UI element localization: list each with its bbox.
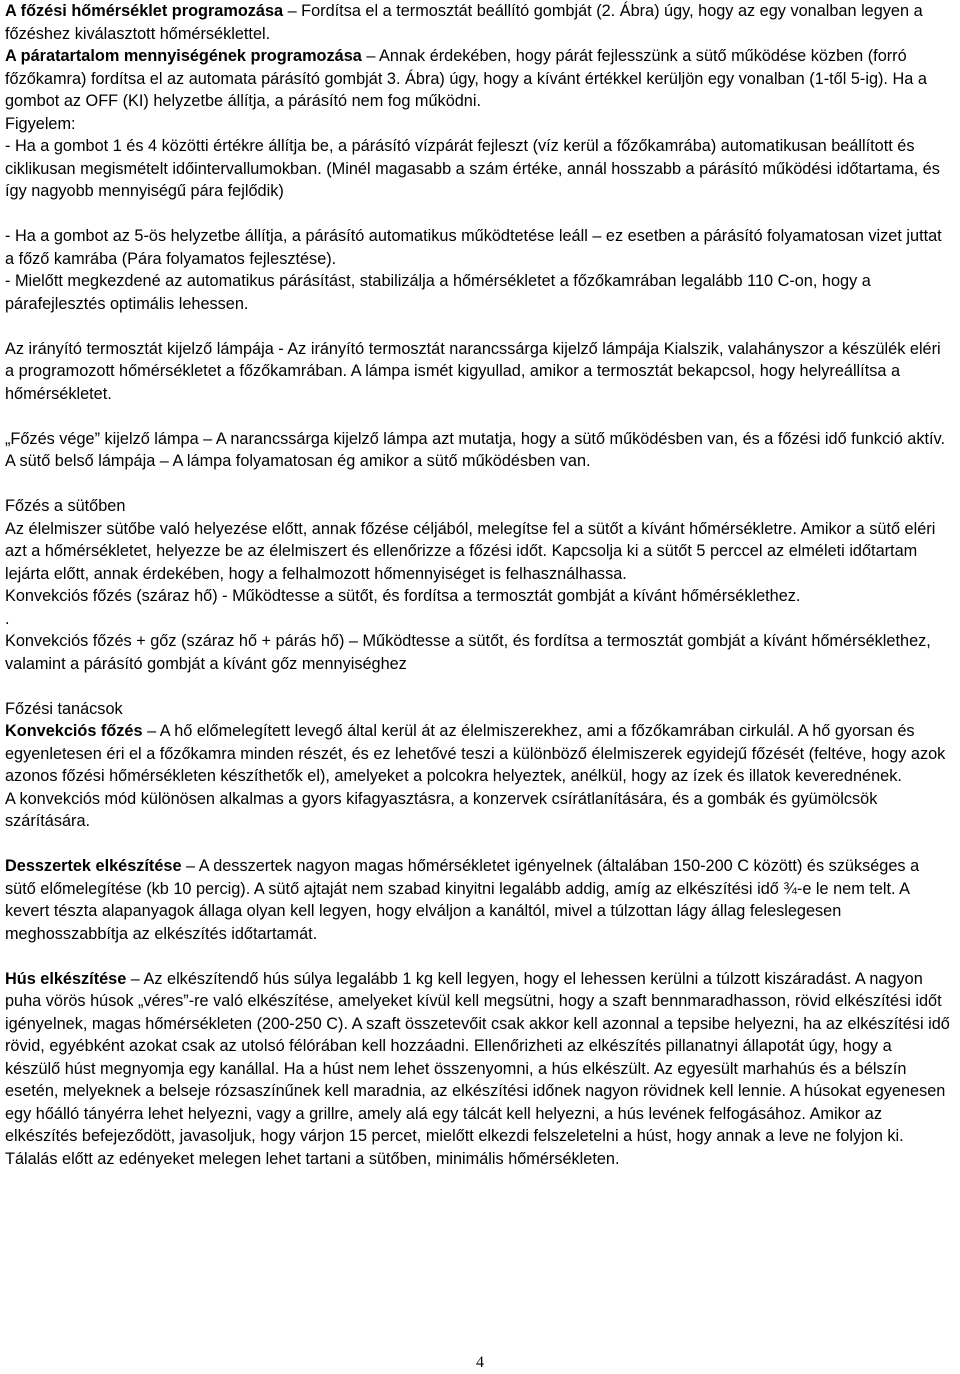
paragraph-text: Tálalás előtt az edényeket melegen lehet tartani a sütőben, minimális hőmérsékleten.	[5, 1149, 620, 1168]
paragraph-text: Konvekciós főzés + gőz (száraz hő + párás hő) – Működtesse a sütőt, és fordítsa a termosztát gombját a kívánt hőmérséklethez, valamint a párásító gombját a kívánt gőz mennyiséghez	[5, 632, 931, 673]
paragraph	[5, 788, 950, 833]
paragraph-text: - Mielőtt megkezdené az automatikus párásítást, stabilizálja a hőmérsékletet a főzőkamrában legalább 110 C-on, hogy a párafejlesztés optimális lehessen.	[5, 272, 871, 313]
paragraph	[5, 855, 950, 945]
paragraph-text: Az irányító termosztát kijelző lámpája - Az irányító termosztát narancssárga kijelző lámpája Kialszik, valahányszor a készülék eléri a programozott hőmérsékletet a főzőkamrában. A lámpa ismét kigyullad, amikor a termosztát bekapcsol, hogy helyreállítsa a hőmérsékletet.	[5, 339, 941, 403]
paragraph-gap	[5, 945, 950, 968]
paragraph-text: A sütő belső lámpája – A lámpa folyamatosan ég amikor a sütő működésben van.	[5, 452, 591, 470]
paragraph-gap	[5, 203, 950, 226]
paragraph-text: – Az elkészítendő hús súlya legalább 1 kg kell legyen, hogy el lehessen kerülni a túlzott kiszáradást. A nagyon puha vörös húsok „véres”-re való elkészítése, amelyeket kívül kell megsütni, hogy a szaft bennmaradhasson, rövid elkészítési időt igényelnek, magas hőmérsékleten (200-250 C). A szaft összetevőit csak akkor kell azonnal a tepsibe helyezni, ha az elkészítési idő rövid, egyébként azokat csak az utolsó félórában kell hozzáadni. Ellenőrizheti az elkészítés pillanatnyi állapotát úgy, hogy a készülő húst megnyomja egy kanállal. Ha a húst nem lehet összenyomni, a hús elkészült. Az egyesült marhahús és a bélszín esetén, melyeknek a belseje rózsaszínűnek kell maradnia, az elkészítési időnek nagyon rövidnek kell lennie. A húsokat egyenesen egy hőálló tányérra lehet helyezni, vagy a grillre, amely alá egy tálcát kell helyezni, a hús levének felfogásához. Amikor az elkészítés befejeződött, javasoljuk, hogy várjon 15 percet, mielőtt elkezdi felszeletelni a húst, hogy annak a leve ne folyjon ki.	[5, 969, 950, 1145]
paragraph	[5, 720, 950, 788]
paragraph-text: A konvekciós mód különösen alkalmas a gyors kifagyasztásra, a konzervek csírátlanítására, és a gombák és gyümölcsök szárítására.	[5, 789, 878, 830]
paragraph-heading: Desszertek elkészítése	[5, 857, 182, 875]
paragraph	[5, 270, 950, 315]
paragraph-text: – Fordítsa el a termosztát beállító gombját (2. Ábra) úgy, hogy az egy vonalban legyen a főzéshez kiválasztott hőmérséklettel.	[5, 2, 923, 43]
paragraph-text: „Főzés vége” kijelző lámpa – A narancssárga kijelző lámpa azt mutatja, hogy a sütő működésben van, és a főzési idő funkció aktív.	[5, 429, 945, 448]
paragraph-text: Figyelem:	[5, 114, 76, 133]
paragraph	[5, 968, 950, 1148]
paragraph	[5, 630, 950, 675]
paragraph-text: – A desszertek nagyon magas hőmérsékletet igényelnek (általában 150-200 C között) és szükséges a sütő előmelegítése (kb 10 percig). A sütő ajtaját nem szabad kinyitni legalább addig, amíg az elkészítési idő ¾-e le nem telt. A kevert tészta alapanyagok állaga olyan kell legyen, hogy elváljon a kanáltól, mivel a túlzottan lágy állag feleslegesen meghosszabbítja az elkészítés időtartamát.	[5, 857, 920, 943]
paragraph	[5, 450, 950, 473]
paragraph	[5, 428, 950, 451]
paragraph	[5, 113, 950, 136]
paragraph-text: Főzés a sütőben	[5, 497, 126, 515]
paragraph	[5, 608, 950, 631]
paragraph-heading: A főzési hőmérséklet programozása	[5, 2, 284, 20]
paragraph-gap	[5, 315, 950, 338]
paragraph-gap	[5, 473, 950, 496]
paragraph	[5, 45, 950, 113]
paragraph	[5, 0, 950, 45]
paragraph	[5, 495, 950, 518]
paragraph-gap	[5, 405, 950, 428]
paragraph	[5, 698, 950, 721]
paragraph-text: Konvekciós főzés (száraz hő) - Működtesse a sütőt, és fordítsa a termosztát gombját a kívánt hőmérséklethez.	[5, 587, 801, 605]
paragraph-gap	[5, 833, 950, 856]
paragraph-text: Főzési tanácsok	[5, 699, 123, 718]
paragraph	[5, 585, 950, 608]
paragraph-text: – Annak érdekében, hogy párát fejlesszünk a sütő működése közben (forró főzőkamra) fordítsa el az automata párásító gombját 3. Ábra) úgy, hogy a kívánt értékkel kerüljön egy vonalban (1-től 5-ig). Ha a gombot az OFF (KI) helyzetbe állítja, a párásító nem fog működni.	[5, 47, 927, 110]
paragraph	[5, 135, 950, 203]
paragraph-heading: Hús elkészítése	[5, 969, 127, 988]
paragraph	[5, 1148, 950, 1171]
paragraph-text: - Ha a gombot az 5-ös helyzetbe állítja, a párásító automatikus működtetése leáll – ez esetben a párásító folyamatosan vizet juttat a főző kamrába (Pára folyamatos fejlesztése).	[5, 227, 942, 268]
paragraph-gap	[5, 675, 950, 698]
paragraph	[5, 518, 950, 586]
paragraph	[5, 338, 950, 406]
paragraph-text: Az élelmiszer sütőbe való helyezése előtt, annak főzése céljából, melegítse fel a sütőt a kívánt hőmérsékletre. Amikor a sütő eléri azt a hőmérsékletet, helyezze be az élelmiszert és ellenőrizze a főzési időt. Kapcsolja ki a sütőt 5 perccel az elméleti időtartam lejárta előtt, annak érdekében, hogy a felhalmozott hőmennyiséget is felhasználhassa.	[5, 519, 936, 583]
paragraph-text: .	[5, 609, 10, 628]
paragraph-heading: A páratartalom mennyiségének programozása	[5, 47, 362, 65]
document-body	[5, 0, 950, 1170]
paragraph-text: – A hő előmelegített levegő által kerül át az élelmiszerekhez, ami a főzőkamrában cirkulál. A hő gyorsan és egyenletesen éri el a főzőkamra minden részét, és ez lehetővé teszi a különböző élelmiszerek egyidejű főzését (feltéve, hogy azok azonos főzési hőmérsékleten készíthetők el), amelyeket a polcokra helyeztek, anélkül, hogy az ízek és illatok keverednének.	[5, 722, 946, 785]
paragraph-heading: Konvekciós főzés	[5, 722, 143, 740]
paragraph	[5, 225, 950, 270]
page-number: 4	[476, 1354, 484, 1371]
paragraph-text: - Ha a gombot 1 és 4 közötti értékre állítja be, a párásító vízpárát fejleszt (víz kerül a főzőkamrába) automatikusan beállított és ciklikusan megismételt időintervallumokban. (Minél magasabb a szám értéke, annál hosszabb a párásító működési időtartama, és így nagyobb mennyiségű pára fejlődik)	[5, 137, 940, 200]
